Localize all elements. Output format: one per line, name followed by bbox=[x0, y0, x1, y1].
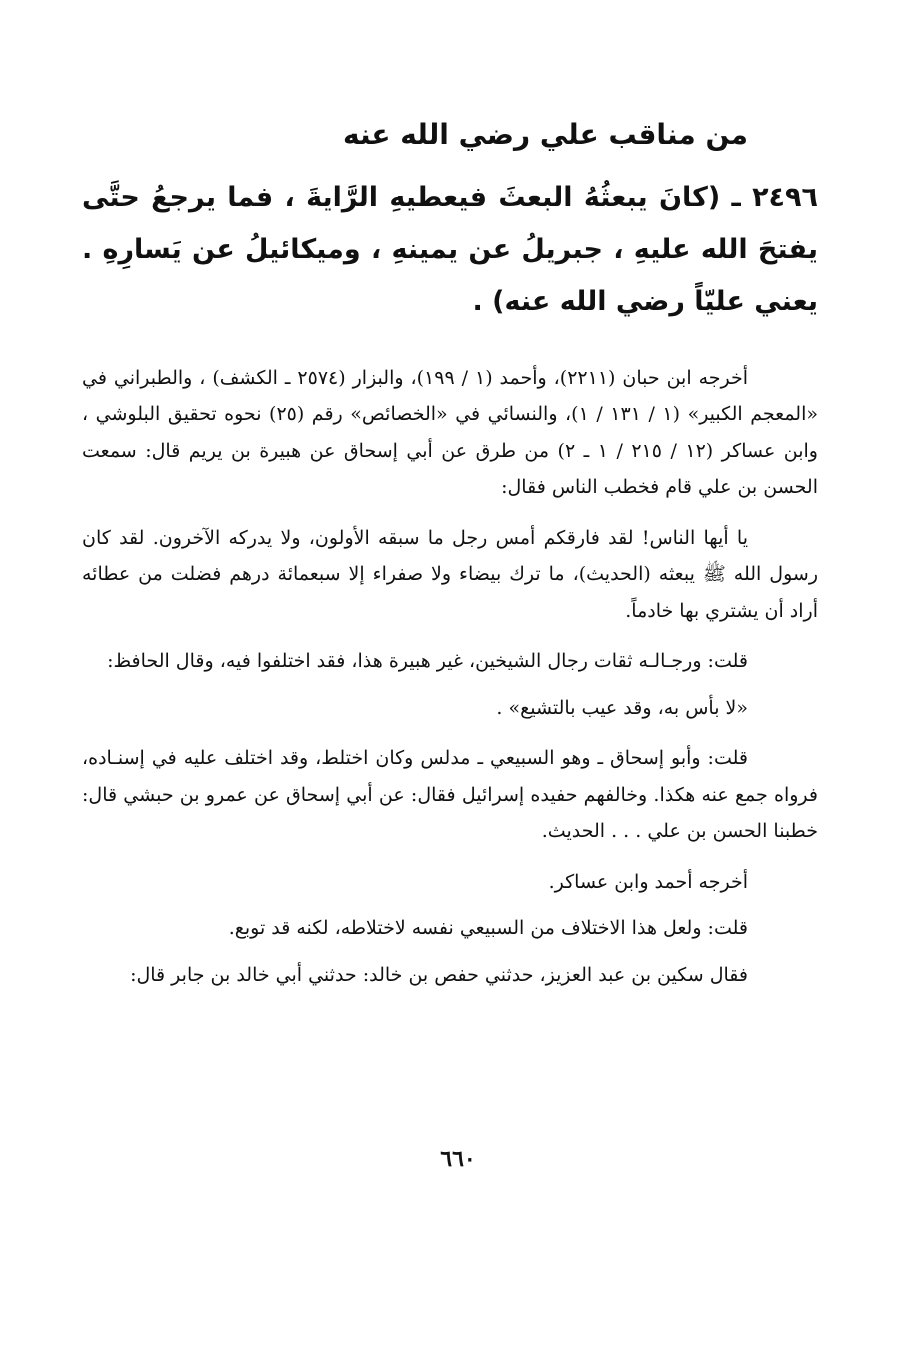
paragraph-sukain-chain: فقال سكين بن عبد العزيز، حدثني حفص بن خالد: حدثني أبي خالد بن جابر قال: bbox=[130, 963, 748, 986]
paragraph-abu-ishaq-note: قلت: وأبو إسحاق ـ وهو السبيعي ـ مدلس وكان اختلط، وقد اختلف عليه في إسنـاده، فرواه جمع عنه هكذا. وخالفهم حفيده إسرائيل فقال: عن أبي إسحاق عن عمرو بن حبشي قال: خطبنا الحسن بن علي . . . الحديث. bbox=[82, 747, 818, 843]
paragraph-ikhtilaf-note: قلت: ولعل هذا الاختلاف من السبيعي نفسه لاختلاطه، لكنه قد توبع. bbox=[228, 917, 748, 940]
paragraph-hafiz-quote: «لا بأس به، وقد عيب بالتشيع» . bbox=[496, 696, 748, 719]
hadith-text: ٢٤٩٦ ـ (كانَ يبعثُهُ البعثَ فيعطيهِ الرَّايةَ ، فما يرجعُ حتَّى يفتحَ الله عليهِ ، جبريلُ عن يمينهِ ، وميكائيلُ عن يَسارِهِ . يعني عليّاً رضي الله عنه) . bbox=[82, 181, 818, 317]
paragraph-khutba-quote: يا أيها الناس! لقد فارقكم أمس رجل ما سبقه الأولون، ولا يدركه الآخرون. لقد كان رسول الله ﷺ يبعثه (الحديث)، ما ترك بيضاء ولا صفراء إلا سبعمائة درهم فضلت من عطائه أراد أن يشتري بها خادماً. bbox=[82, 526, 818, 622]
paragraph-rijal-note: قلت: ورجـالـه ثقات رجال الشيخين، غير هبيرة هذا، فقد اختلفوا فيه، وقال الحافظ: bbox=[107, 650, 748, 673]
document-page bbox=[82, 118, 818, 1308]
section-heading: من مناقب علي رضي الله عنه bbox=[343, 118, 748, 151]
paragraph-akhrajahu: أخرجه أحمد وابن عساكر. bbox=[548, 870, 748, 893]
page-number: ٦٦٠ bbox=[440, 1146, 476, 1172]
paragraph-takhrij: أخرجه ابن حبان (٢٢١١)، وأحمد (١ / ١٩٩)، والبزار (٢٥٧٤ ـ الكشف) ، والطبراني في «المعجم الكبير» (١ / ١٣١ / ١)، والنسائي في «الخصائص» رقم (٢٥) نحوه تحقيق البلوشي ، وابن عساكر (١٢ / ٢١٥ / ١ ـ ٢) من طرق عن أبي إسحاق عن هبيرة بن يريم قال: سمعت الحسن بن علي قام فخطب الناس فقال: bbox=[82, 366, 819, 499]
